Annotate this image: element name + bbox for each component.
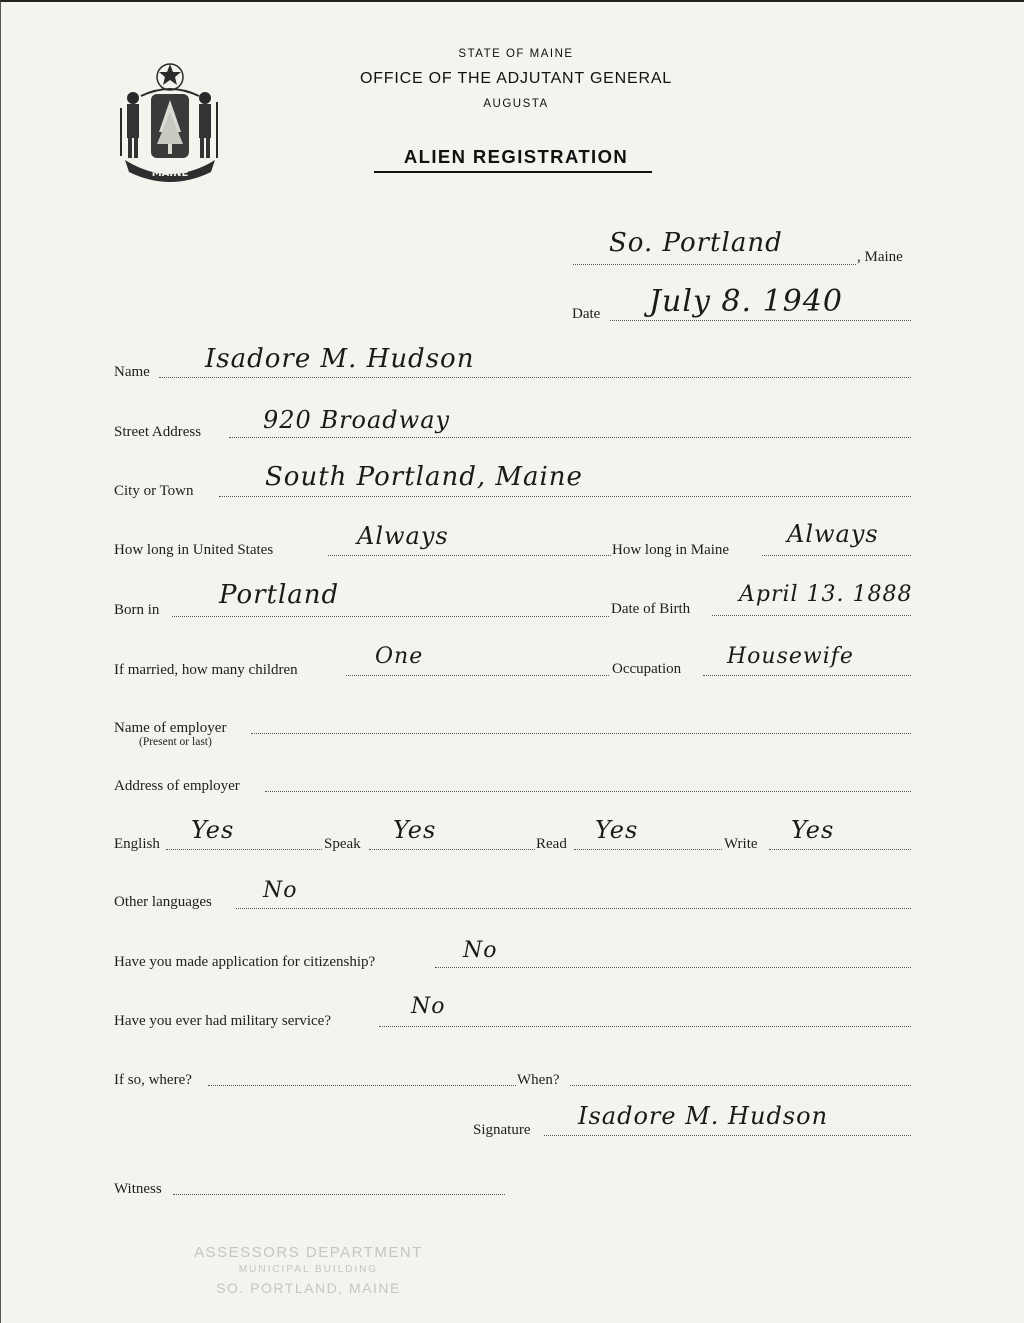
children-value: One — [375, 644, 424, 669]
assessors-stamp-line-3: SO. PORTLAND, MAINE — [216, 1280, 401, 1296]
city-label: City or Town — [114, 483, 194, 499]
speak-line — [369, 849, 535, 850]
write-value: Yes — [791, 816, 835, 844]
read-value: Yes — [595, 816, 639, 844]
name-value: Isadore M. Hudson — [205, 344, 475, 374]
children-line — [346, 675, 609, 676]
signature-label: Signature — [473, 1122, 531, 1138]
how-long-us-label: How long in United States — [114, 542, 274, 558]
name-label: Name — [114, 364, 150, 380]
title-underline — [374, 171, 652, 173]
city-value: South Portland, Maine — [265, 462, 583, 492]
date-line — [610, 320, 911, 321]
employer-address-line — [265, 791, 911, 792]
maine-state-seal-icon — [113, 60, 223, 188]
assessors-stamp-line-1: ASSESSORS DEPARTMENT — [194, 1244, 423, 1261]
assessors-stamp-line-2: MUNICIPAL BUILDING — [238, 1264, 379, 1275]
seal-motto: MAINE — [151, 168, 189, 179]
employer-name-line — [251, 733, 911, 734]
born-in-value: Portland — [219, 580, 340, 610]
city-line — [219, 496, 911, 497]
header-city: AUGUSTA — [483, 98, 549, 110]
place-line — [573, 264, 856, 265]
signature-value: Isadore M. Hudson — [578, 1102, 829, 1130]
where-label: If so, where? — [114, 1072, 192, 1088]
born-in-line — [172, 616, 609, 617]
date-of-birth-label: Date of Birth — [611, 601, 691, 617]
write-label: Write — [724, 836, 758, 852]
employer-address-label: Address of employer — [114, 778, 240, 794]
speak-value: Yes — [393, 816, 437, 844]
witness-line — [173, 1194, 505, 1195]
military-value: No — [411, 994, 446, 1019]
english-label: English — [114, 836, 160, 852]
speak-label: Speak — [324, 836, 361, 852]
occupation-line — [703, 675, 911, 676]
witness-label: Witness — [114, 1181, 162, 1197]
english-line — [166, 849, 322, 850]
read-line — [574, 849, 722, 850]
military-label: Have you ever had military service? — [114, 1013, 331, 1029]
write-line — [769, 849, 911, 850]
signature-line — [544, 1135, 911, 1136]
read-label: Read — [536, 836, 567, 852]
employer-name-sublabel: (Present or last) — [139, 736, 212, 748]
street-line — [229, 437, 911, 438]
military-line — [379, 1026, 911, 1027]
english-value: Yes — [191, 816, 235, 844]
date-label: Date — [572, 306, 601, 322]
date-of-birth-value: April 13. 1888 — [739, 582, 913, 607]
employer-name-label: Name of employer — [114, 720, 227, 736]
where-line — [208, 1085, 516, 1086]
how-long-us-value: Always — [357, 522, 449, 550]
street-label: Street Address — [114, 424, 202, 440]
citizenship-value: No — [463, 938, 498, 963]
how-long-maine-label: How long in Maine — [612, 542, 730, 558]
place-suffix: , Maine — [857, 249, 903, 265]
citizenship-label: Have you made application for citizenship? — [114, 954, 376, 970]
date-value: July 8. 1940 — [649, 284, 843, 319]
place-value: So. Portland — [609, 228, 783, 258]
children-label: If married, how many children — [114, 662, 298, 678]
other-languages-line — [236, 908, 911, 909]
occupation-label: Occupation — [612, 661, 682, 677]
form-title: ALIEN REGISTRATION — [403, 146, 629, 167]
born-in-label: Born in — [114, 602, 160, 618]
citizenship-line — [435, 967, 911, 968]
date-of-birth-line — [712, 615, 911, 616]
when-label: When? — [517, 1072, 560, 1088]
how-long-us-line — [328, 555, 611, 556]
header-state: STATE OF MAINE — [458, 48, 574, 60]
when-line — [570, 1085, 911, 1086]
other-languages-label: Other languages — [114, 894, 212, 910]
header-office: OFFICE OF THE ADJUTANT GENERAL — [359, 70, 673, 87]
occupation-value: Housewife — [727, 644, 854, 669]
how-long-maine-line — [762, 555, 911, 556]
street-value: 920 Broadway — [263, 406, 451, 434]
how-long-maine-value: Always — [787, 520, 879, 548]
name-line — [159, 377, 911, 378]
other-languages-value: No — [263, 878, 298, 903]
